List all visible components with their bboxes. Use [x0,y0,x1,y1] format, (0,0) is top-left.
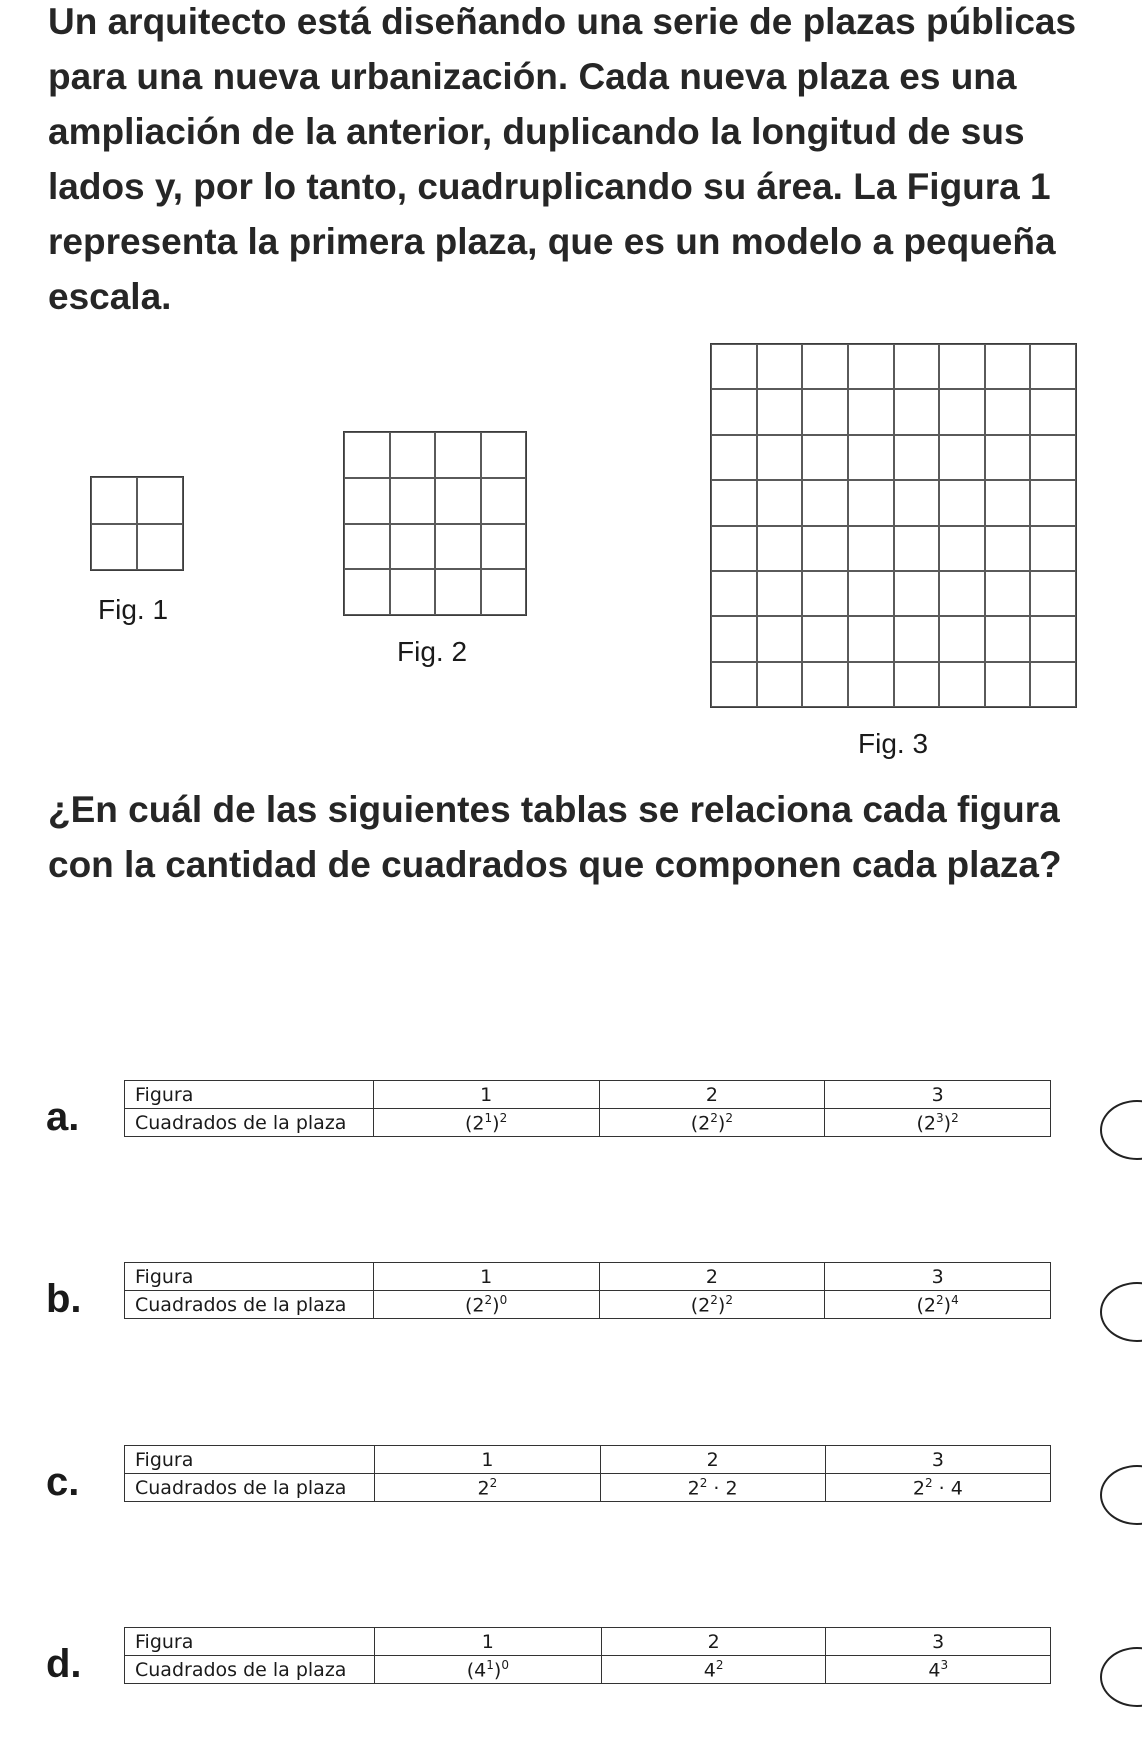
figure-number: 3 [826,1628,1051,1656]
grid-square [757,480,803,525]
option-a-letter: a. [46,1095,80,1139]
figure-number: 3 [825,1081,1051,1109]
grid-square [1030,526,1076,571]
option-d-letter: d. [46,1642,82,1686]
square-count-expression: $4^2$ [601,1656,826,1684]
grid-square [757,344,803,389]
grid-square [91,477,137,524]
grid-square [802,344,848,389]
figure-1-grid [90,476,184,571]
grid-square [985,480,1031,525]
grid-square [939,526,985,571]
grid-square [939,616,985,661]
figure-number: 1 [374,1628,601,1656]
grid-square [711,435,757,480]
grid-square [894,571,940,616]
square-count-expression: $2^2$ [375,1474,600,1502]
table-header-figura: Figura [125,1263,374,1291]
option-c-radio[interactable] [1100,1465,1142,1525]
grid-square [757,662,803,707]
option-b-radio[interactable] [1100,1282,1142,1342]
figure-number: 2 [599,1081,825,1109]
grid-square [344,569,390,615]
figure-3-grid [710,343,1077,708]
grid-square [939,389,985,434]
grid-square [985,344,1031,389]
grid-square [711,526,757,571]
table-header-figura: Figura [125,1628,375,1656]
grid-square [711,571,757,616]
figure-number: 2 [600,1446,825,1474]
square-count-expression: $(2^2)^2$ [599,1109,825,1137]
grid-square [481,478,527,524]
grid-square [1030,389,1076,434]
grid-square [91,524,137,571]
grid-square [894,480,940,525]
figure-3-label: Fig. 3 [858,728,929,759]
grid-square [344,524,390,570]
grid-square [711,389,757,434]
grid-square [711,480,757,525]
option-a-radio[interactable] [1100,1100,1142,1160]
figure-number: 3 [825,1263,1051,1291]
figure-number: 2 [601,1628,826,1656]
grid-square [848,344,894,389]
table-header-figura: Figura [125,1446,375,1474]
grid-square [711,344,757,389]
problem-statement: Un arquitecto está diseñando una serie de plazas públicas para una nueva urbanización. Cada nueva plaza es una ampliación de la anterior, duplicando la longitud de sus lados y, por lo tanto, cuadruplicando su área. La Figura 1 representa la primera plaza, que es un modelo a pequeña escala. [48,1,1077,317]
grid-square [344,478,390,524]
grid-square [802,435,848,480]
grid-square [1030,435,1076,480]
figure-number: 3 [825,1446,1050,1474]
grid-square [848,435,894,480]
grid-square [848,389,894,434]
grid-square [711,616,757,661]
option-b-letter: b. [46,1277,82,1321]
grid-square [802,526,848,571]
grid-square [481,569,527,615]
option-d-table [124,1627,1051,1684]
grid-square [985,662,1031,707]
grid-square [985,389,1031,434]
grid-square [1030,662,1076,707]
figure-number: 1 [373,1263,599,1291]
grid-square [757,435,803,480]
grid-square [848,616,894,661]
grid-square [894,616,940,661]
square-count-expression: $2^2 \cdot 4$ [825,1474,1050,1502]
grid-square [435,569,481,615]
grid-square [435,524,481,570]
grid-square [939,662,985,707]
square-count-expression: $(2^3)^2$ [825,1109,1051,1137]
grid-square [985,571,1031,616]
grid-square [802,662,848,707]
table-header-cuadrados: Cuadrados de la plaza [125,1291,374,1319]
grid-square [894,344,940,389]
grid-square [939,571,985,616]
square-count-expression: $(2^2)^0$ [373,1291,599,1319]
option-c-letter: c. [46,1460,80,1504]
grid-square [939,480,985,525]
grid-square [344,432,390,478]
table-header-figura: Figura [125,1081,374,1109]
table-header-cuadrados: Cuadrados de la plaza [125,1474,375,1502]
grid-square [1030,344,1076,389]
grid-square [757,526,803,571]
square-count-expression: $(4^1)^0$ [374,1656,601,1684]
grid-square [848,662,894,707]
grid-square [939,344,985,389]
grid-square [894,389,940,434]
figure-number: 1 [373,1081,599,1109]
square-count-expression: $(2^2)^4$ [825,1291,1051,1319]
grid-square [757,616,803,661]
table-header-cuadrados: Cuadrados de la plaza [125,1656,375,1684]
option-a-table [124,1080,1051,1137]
grid-square [802,389,848,434]
table-header-cuadrados: Cuadrados de la plaza [125,1109,374,1137]
grid-square [848,571,894,616]
grid-square [802,616,848,661]
grid-square [757,571,803,616]
grid-square [390,478,436,524]
figure-2-label: Fig. 2 [397,636,468,667]
square-count-expression: $2^2 \cdot 2$ [600,1474,825,1502]
option-c-table [124,1445,1051,1502]
grid-square [711,662,757,707]
option-d-radio[interactable] [1100,1647,1142,1707]
figure-2-grid [343,431,527,616]
grid-square [137,524,183,571]
grid-square [481,432,527,478]
grid-square [757,389,803,434]
grid-square [848,526,894,571]
grid-square [894,662,940,707]
grid-square [802,480,848,525]
grid-square [848,480,894,525]
square-count-expression: $4^3$ [826,1656,1051,1684]
grid-square [1030,616,1076,661]
square-count-expression: $(2^2)^2$ [599,1291,825,1319]
figure-number: 1 [375,1446,600,1474]
grid-square [390,569,436,615]
grid-square [137,477,183,524]
grid-square [435,478,481,524]
grid-square [985,526,1031,571]
figure-1-label: Fig. 1 [98,594,169,625]
grid-square [390,524,436,570]
grid-square [802,571,848,616]
grid-square [481,524,527,570]
option-b-table [124,1262,1051,1319]
grid-square [1030,571,1076,616]
grid-square [894,435,940,480]
grid-square [939,435,985,480]
grid-square [390,432,436,478]
grid-square [894,526,940,571]
grid-square [435,432,481,478]
question-text: ¿En cuál de las siguientes tablas se relaciona cada figura con la cantidad de cuadrados que componen cada plaza? [48,789,1062,885]
figure-number: 2 [599,1263,825,1291]
grid-square [985,616,1031,661]
grid-square [1030,480,1076,525]
grid-square [985,435,1031,480]
square-count-expression: $(2^1)^2$ [373,1109,599,1137]
